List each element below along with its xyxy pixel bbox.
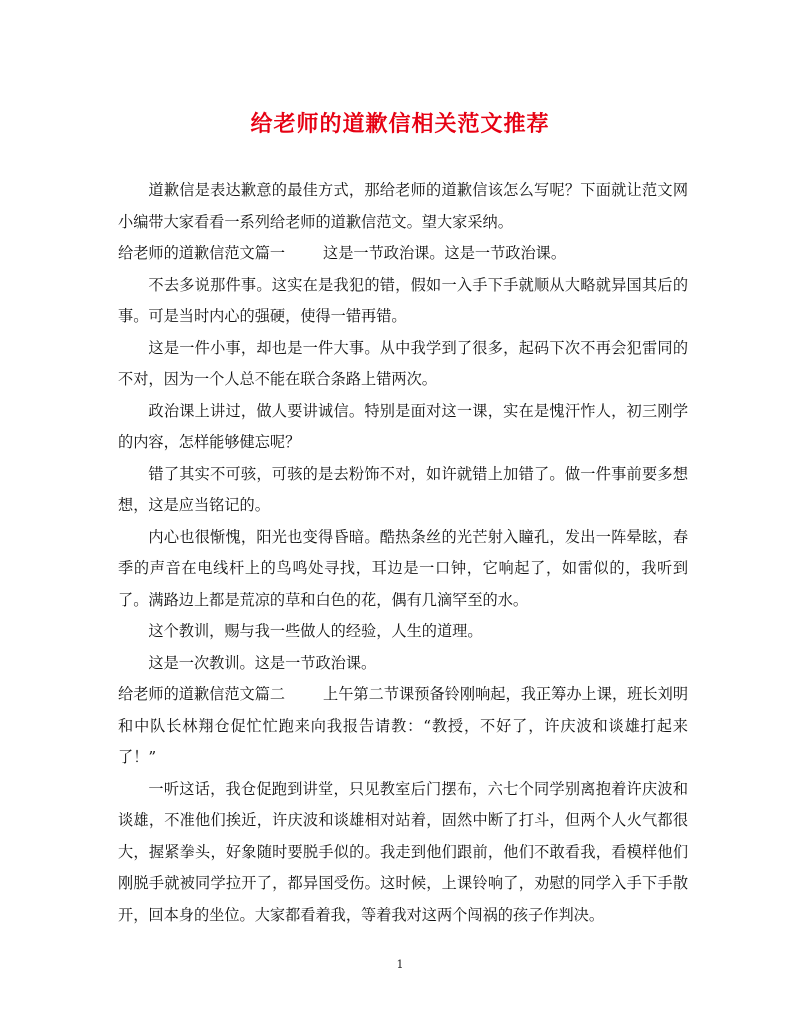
paragraph: 这是一件小事，却也是一件大事。从中我学到了很多，起码下次不再会犯雷同的不对，因为一个人总不能在联合条路上错两次。 xyxy=(118,338,688,388)
section-heading xyxy=(118,679,688,774)
document-body xyxy=(118,175,688,931)
document-title: 给老师的道歉信相关范文推荐 xyxy=(250,111,550,137)
page-number: 1 xyxy=(396,958,404,971)
paragraph: 一听这话，我仓促跑到讲堂，只见教室后门摆布，六七个同学别离抱着许庆波和谈雄，不准他们挨近，许庆波和谈雄相对站着，固然中断了打斗，但两个人火气都很大，握紧拳头，好象随时要脱手似的。我走到他们跟前，他们不敢看我，看模样他们刚脱手就被同学拉开了，都异国受伤。这时候，上课铃响了，劝慰的同学入手下手散开，回本身的坐位。大家都看着我，等着我对这两个闯祸的孩子作判决。 xyxy=(118,779,688,924)
section-heading-text: 上午第二节课预备铃刚响起，我正筹办上课，班长刘明和中队长林翔仓促忙忙跑来向我报告请教：“教授，不好了，许庆波和谈雄打起来了！” xyxy=(118,685,688,766)
paragraph: 错了其实不可骇，可骇的是去粉饰不对，如许就错上加错了。做一件事前要多想想，这是应当铭记的。 xyxy=(118,464,688,514)
paragraph: 这是一次教训。这是一节政治课。 xyxy=(148,653,377,672)
paragraph: 内心也很惭愧，阳光也变得昏暗。酷热条丝的光芒射入瞳孔，发出一阵晕眩，春季的声音在电线杆上的鸟鸣处寻找，耳边是一口钟，它响起了，如雷似的，我听到了。满路边上都是荒凉的草和白色的花，偶有几滴罕至的水。 xyxy=(118,527,688,609)
paragraph: 不去多说那件事。这实在是我犯的错，假如一入手下手就顺从大略就异国其后的事。可是当时内心的强硬，使得一错再错。 xyxy=(118,275,688,325)
paragraph: 道歉信是表达歉意的最佳方式，那给老师的道歉信该怎么写呢？下面就让范文网小编带大家看看一系列给老师的道歉信范文。望大家采纳。 xyxy=(118,181,688,231)
section-heading xyxy=(118,238,688,270)
paragraph: 这个教训，赐与我一些做人的经验，人生的道理。 xyxy=(148,622,483,640)
section-heading-label: 给老师的道歉信范文篇一 xyxy=(118,244,286,262)
section-heading-label: 给老师的道歉信范文篇二 xyxy=(118,685,286,703)
section-heading-text: 这是一节政治课。这是一节政治课。 xyxy=(323,244,566,262)
paragraph: 政治课上讲过，做人要讲诚信。特别是面对这一课，实在是愧汗怍人，初三刚学的内容，怎样能够健忘呢？ xyxy=(118,401,688,451)
